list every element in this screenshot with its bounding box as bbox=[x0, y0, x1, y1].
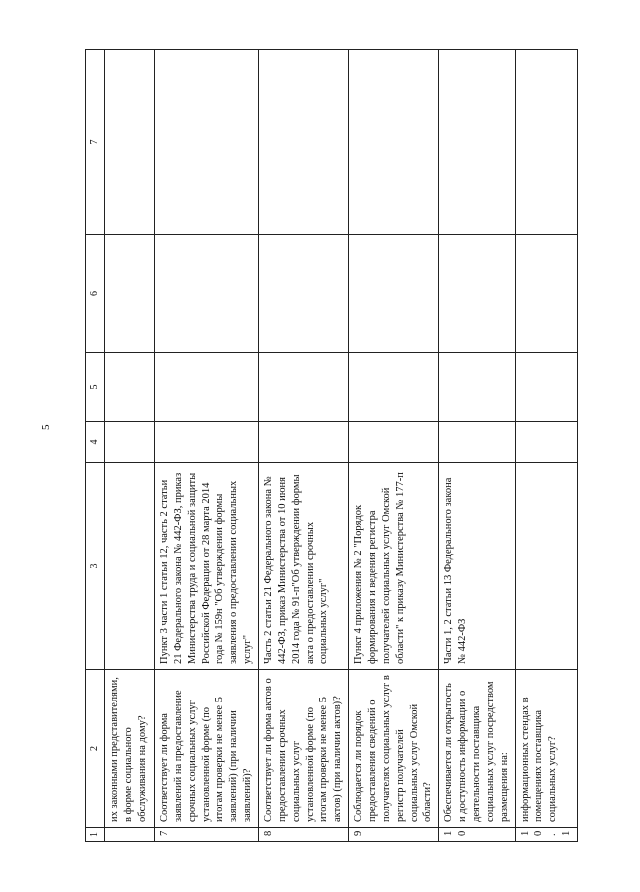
empty-cell bbox=[439, 50, 515, 235]
question-cell: Соответствует ли форма актов о предоставлении срочных социальных услуг установленной форме (по итогам проверки не менее 5 актов) (при наличии актов)? bbox=[259, 670, 349, 828]
col-header-2: 2 bbox=[86, 670, 105, 828]
empty-cell bbox=[439, 353, 515, 422]
row-number: 9 bbox=[349, 828, 439, 842]
row-number: 10.1 bbox=[515, 828, 577, 842]
row-number: 7 bbox=[155, 828, 259, 842]
empty-cell bbox=[515, 235, 577, 353]
question-cell: их законными представителями, в форме социального обслуживания на дому? bbox=[105, 670, 155, 828]
col-header-4: 4 bbox=[86, 422, 105, 463]
empty-cell bbox=[349, 50, 439, 235]
table-row bbox=[349, 50, 439, 842]
empty-cell bbox=[349, 422, 439, 463]
empty-cell bbox=[105, 50, 155, 235]
basis-cell: Пункт 4 приложения № 2 "Порядок формирования и ведения регистра получателей социальных услуг Омской области" к приказу Министерства № 177-п bbox=[349, 463, 439, 670]
checklist-table-container bbox=[85, 50, 573, 842]
table-row bbox=[105, 50, 155, 842]
checklist-table bbox=[85, 49, 578, 842]
basis-cell: Часть 2 статьи 21 Федерального закона № 442-ФЗ, приказ Министерства от 10 июня 2014 года № 91-п"Об утверждении формы акта о предоставлении срочных социальных услуг" bbox=[259, 463, 349, 670]
question-cell: Обеспечивается ли открытость и доступность информации о деятельности поставщика социальных услуг посредством размещения на: bbox=[439, 670, 515, 828]
empty-cell bbox=[105, 422, 155, 463]
question-cell: информационных стендах в помещениях поставщика социальных услуг? bbox=[515, 670, 577, 828]
col-header-7: 7 bbox=[86, 50, 105, 235]
row-number: 10 bbox=[439, 828, 515, 842]
empty-cell bbox=[105, 353, 155, 422]
empty-cell bbox=[515, 353, 577, 422]
header-row bbox=[86, 50, 105, 842]
col-header-6: 6 bbox=[86, 235, 105, 353]
empty-cell bbox=[515, 422, 577, 463]
empty-cell bbox=[155, 235, 259, 353]
question-cell: Соблюдается ли порядок предоставления сведений о получателях социальных услуг в регистр получателей социальных услуг Омской области? bbox=[349, 670, 439, 828]
empty-cell bbox=[155, 50, 259, 235]
empty-cell bbox=[155, 422, 259, 463]
basis-cell bbox=[105, 463, 155, 670]
empty-cell bbox=[439, 235, 515, 353]
question-cell: Соответствует ли форма заявлений на предоставление срочных социальных услуг установленной форме (по итогам проверки не менее 5 заявлений) (при наличии заявлений)? bbox=[155, 670, 259, 828]
table-row bbox=[439, 50, 515, 842]
empty-cell bbox=[259, 353, 349, 422]
table-row bbox=[515, 50, 577, 842]
empty-cell bbox=[349, 235, 439, 353]
row-number bbox=[105, 828, 155, 842]
basis-cell: Пункт 3 части 1 статьи 12, часть 2 статьи 21 Федерального закона № 442-ФЗ, приказ Министерства труда и социальной защиты Российской Федерации от 28 марта 2014 года № 159н "Об утверждении формы заявления о предоставлении социальных услуг" bbox=[155, 463, 259, 670]
col-header-3: 3 bbox=[86, 463, 105, 670]
col-header-1: 1 bbox=[86, 828, 105, 842]
empty-cell bbox=[259, 422, 349, 463]
empty-cell bbox=[349, 353, 439, 422]
empty-cell bbox=[439, 422, 515, 463]
page-number: 5 bbox=[40, 424, 52, 430]
table-row bbox=[259, 50, 349, 842]
basis-cell: Части 1, 2 статьи 13 Федерального закона № 442-ФЗ bbox=[439, 463, 515, 670]
col-header-5: 5 bbox=[86, 353, 105, 422]
empty-cell bbox=[259, 50, 349, 235]
basis-cell bbox=[515, 463, 577, 670]
row-number: 8 bbox=[259, 828, 349, 842]
empty-cell bbox=[105, 235, 155, 353]
empty-cell bbox=[155, 353, 259, 422]
table-row bbox=[155, 50, 259, 842]
empty-cell bbox=[259, 235, 349, 353]
empty-cell bbox=[515, 50, 577, 235]
